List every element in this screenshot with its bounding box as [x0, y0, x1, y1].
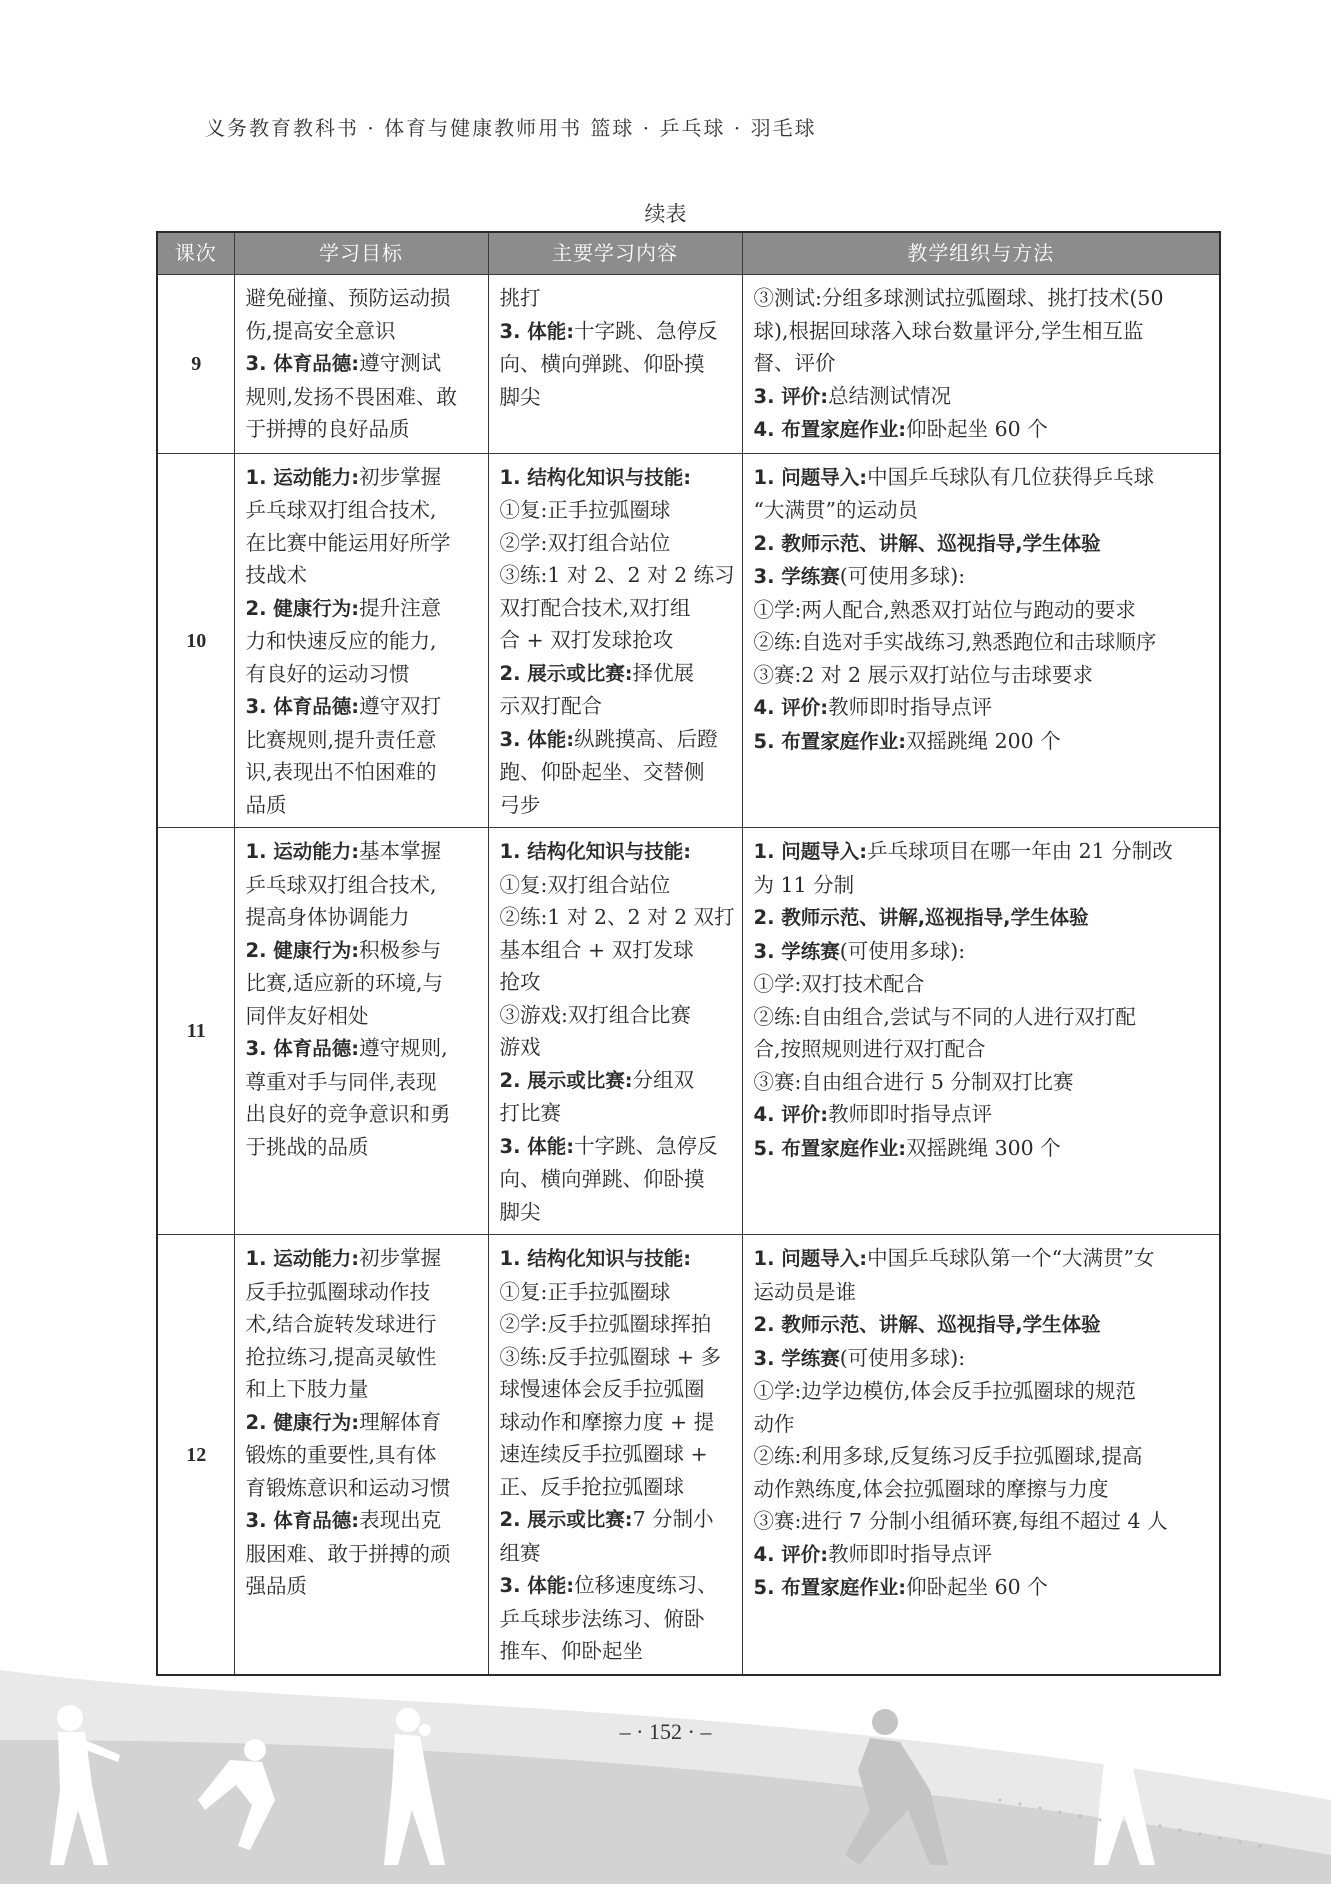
text-segment: (可使用多球): — [839, 564, 966, 588]
text-segment: 组赛 — [499, 1540, 541, 1565]
content-line — [500, 1341, 732, 1374]
content-line — [500, 723, 732, 757]
content-line — [500, 381, 732, 414]
text-segment: 出良好的竞争意识和勇 — [245, 1102, 451, 1126]
goals-line — [246, 1242, 478, 1276]
column-header-content: 主要学习内容 — [488, 232, 742, 275]
text-segment: 尊重对手与同伴,表现 — [245, 1069, 437, 1094]
methods-line — [754, 413, 1210, 447]
text-segment: ①复:双打组合站位 — [499, 872, 671, 897]
methods-line — [754, 347, 1210, 380]
text-segment: 向、横向弹跳、仰卧摸 — [499, 352, 705, 376]
text-segment: 抢拉练习,提高灵敏性 — [245, 1344, 437, 1369]
text-segment: 比赛规则,提升责任意 — [245, 727, 437, 752]
text-segment: ②学:双打组合站位 — [499, 530, 671, 555]
text-segment: 择优展 — [632, 660, 695, 685]
bold-label: 2. 教师示范、讲解,巡视指导,学生体验 — [753, 906, 1089, 929]
bold-label: 3. 学练赛 — [753, 1346, 840, 1370]
bold-label: 1. 问题导入: — [753, 465, 868, 489]
bold-label: 1. 结构化知识与技能: — [499, 1247, 692, 1270]
bold-label: 3. 学练赛 — [753, 939, 840, 963]
text-segment: 总结测试情况 — [828, 383, 952, 408]
text-segment: ①学:双打技术配合 — [753, 972, 925, 996]
text-segment: 分组双 — [632, 1067, 695, 1092]
goals-line — [246, 1439, 478, 1472]
bold-label: 3. 体育品德: — [245, 695, 360, 718]
text-segment: 术,结合旋转发球进行 — [245, 1312, 437, 1336]
bold-label: 5. 布置家庭作业: — [753, 729, 907, 753]
text-segment: 运动员是谁 — [753, 1279, 856, 1304]
content-line — [500, 1569, 732, 1603]
text-segment: 乒乓球双打组合技术, — [245, 498, 437, 522]
bold-label: 1. 运动能力: — [245, 1247, 360, 1270]
bold-label: 1. 运动能力: — [245, 465, 360, 489]
text-segment: 力和快速反应的能力, — [245, 629, 437, 653]
goals-line — [246, 658, 478, 691]
text-segment: 合,按照规则进行双打配合 — [753, 1037, 986, 1061]
content-line — [500, 1031, 732, 1064]
methods-line — [754, 1066, 1210, 1099]
text-segment: 积极参与 — [359, 937, 442, 962]
methods-line — [754, 1408, 1210, 1441]
content-line — [500, 1308, 732, 1341]
methods-cell — [742, 1235, 1220, 1675]
goals-line — [246, 413, 478, 446]
text-segment: 品质 — [245, 792, 287, 817]
goals-line — [246, 1570, 478, 1603]
text-segment: 中国乒乓球队第一个“大满贯”女 — [867, 1246, 1155, 1270]
text-segment: 打比赛 — [499, 1101, 561, 1125]
goals-line — [246, 381, 478, 414]
text-segment: 于挑战的品质 — [245, 1134, 369, 1159]
goals-line — [246, 347, 478, 381]
content-cell — [488, 275, 742, 454]
content-line — [500, 869, 732, 902]
text-segment: 比赛,适应新的环境,与 — [245, 971, 444, 995]
content-line — [499, 559, 735, 592]
text-segment: ③赛:进行 7 分制小组循环赛,每组不超过 4 人 — [753, 1509, 1168, 1533]
text-segment: 示双打配合 — [499, 694, 602, 718]
goals-line — [246, 1373, 478, 1406]
text-segment: 十字跳、急停反 — [574, 318, 718, 343]
bold-label: 3. 学练赛 — [753, 565, 840, 588]
page-number: – · 152 · – — [619, 1719, 712, 1744]
content-line — [500, 494, 732, 527]
bold-label: 4. 布置家庭作业: — [753, 418, 907, 441]
text-segment: 遵守双打 — [359, 694, 442, 718]
text-segment: 位移速度练习、 — [574, 1573, 718, 1597]
text-segment: 遵守规则, — [359, 1036, 448, 1060]
text-segment: 推车、仰卧起坐 — [499, 1639, 643, 1663]
text-segment: 锻炼的重要性,具有体 — [245, 1443, 437, 1467]
methods-cell — [742, 453, 1220, 828]
running-header: 义务教育教科书 · 体育与健康教师用书 篮球 · 乒乓球 · 羽毛球 — [205, 116, 817, 140]
goals-cell — [234, 453, 488, 828]
bold-label: 2. 展示或比赛: — [499, 661, 633, 685]
methods-line — [754, 935, 1210, 969]
methods-line — [754, 869, 1210, 902]
text-segment: 向、横向弹跳、仰卧摸 — [499, 1167, 705, 1191]
content-line — [500, 1064, 732, 1098]
content-line — [500, 282, 732, 315]
text-segment: 避免碰撞、预防运动损 — [245, 286, 451, 310]
text-segment: 球),根据回球落入球台数量评分,学生相互监 — [753, 318, 1144, 343]
text-segment: 初步掌握 — [359, 464, 442, 489]
content-line — [500, 1406, 732, 1439]
bold-label: 2. 展示或比赛: — [499, 1508, 633, 1531]
methods-line — [754, 380, 1210, 414]
text-segment: 在比赛中能运用好所学 — [245, 530, 451, 555]
text-segment: 挑打 — [499, 286, 541, 310]
text-segment: 正、反手抢拉弧圈球 — [499, 1474, 684, 1499]
table-header-row — [157, 232, 1220, 275]
bold-label: 1. 结构化知识与技能: — [499, 465, 692, 489]
text-segment: 仰卧起坐 60 个 — [906, 417, 1048, 441]
text-segment: ①学:边学边模仿,体会反手拉弧圈球的规范 — [753, 1379, 1136, 1403]
text-segment: 遵守测试 — [359, 351, 442, 375]
text-segment: 有良好的运动习惯 — [245, 661, 410, 686]
goals-line — [246, 1538, 478, 1571]
methods-line — [754, 1473, 1210, 1506]
goals-line — [246, 1032, 478, 1066]
table-caption: 续表 — [644, 202, 687, 226]
text-segment: 于拼搏的良好品质 — [245, 417, 410, 441]
content-line — [500, 690, 732, 723]
content-line — [500, 789, 732, 822]
text-segment: 乒乓球双打组合技术, — [245, 872, 437, 897]
text-segment: 弓步 — [499, 792, 541, 817]
text-segment: 规则,发扬不畏困难、敢 — [245, 384, 458, 409]
methods-line — [754, 1375, 1210, 1408]
content-line — [500, 1276, 732, 1309]
content-cell — [488, 453, 742, 828]
content-line — [500, 835, 732, 869]
text-segment: ②练:利用多球,反复练习反手拉弧圈球,提高 — [753, 1444, 1143, 1468]
goals-line — [246, 1308, 478, 1341]
goals-line — [246, 1341, 478, 1374]
text-segment: (可使用多球): — [839, 938, 966, 963]
text-segment: 跑、仰卧起坐、交替侧 — [499, 760, 705, 784]
goals-line — [246, 967, 478, 1000]
goals-line — [246, 934, 478, 968]
methods-cell — [742, 275, 1220, 454]
goals-line — [246, 1066, 478, 1099]
methods-line — [754, 691, 1210, 725]
bold-label: 4. 评价: — [753, 1542, 829, 1566]
content-line — [500, 1196, 732, 1229]
text-segment: ②练:1 对 2、2 对 2 双打 — [499, 905, 735, 929]
content-line — [500, 999, 732, 1032]
text-segment: 基本组合 + 双打发球 — [499, 937, 694, 962]
methods-line — [754, 1132, 1210, 1166]
methods-line — [754, 1538, 1210, 1572]
goals-cell — [234, 828, 488, 1235]
text-segment: 仰卧起坐 60 个 — [906, 1575, 1048, 1599]
bold-label: 4. 评价: — [753, 1103, 829, 1126]
content-line — [500, 1097, 732, 1130]
content-line — [500, 624, 732, 657]
goals-line — [246, 625, 478, 658]
content-line — [500, 1130, 732, 1164]
text-segment: 提升注意 — [359, 595, 442, 620]
bold-label: 5. 布置家庭作业: — [753, 1136, 907, 1160]
content-line — [500, 1503, 732, 1537]
goals-line — [246, 1131, 478, 1164]
goals-line — [246, 527, 478, 560]
table-row — [157, 453, 1220, 828]
goals-line — [246, 494, 478, 527]
text-segment: 乒乓球项目在哪一年由 21 分制改 — [867, 839, 1173, 863]
column-header-goals: 学习目标 — [234, 232, 488, 275]
methods-line — [754, 527, 1210, 561]
text-segment: 速连续反手拉弧圈球 + — [499, 1442, 708, 1466]
text-segment: ③练:反手拉弧圈球 + 多 — [499, 1344, 722, 1369]
text-segment: ①复:正手拉弧圈球 — [499, 1279, 671, 1304]
text-segment: 动作 — [753, 1411, 795, 1436]
bold-label: 1. 运动能力: — [245, 840, 360, 863]
content-line — [500, 966, 732, 999]
goals-line — [246, 756, 478, 789]
text-segment: 合 + 双打发球抢攻 — [499, 628, 674, 652]
text-segment: “大满贯”的运动员 — [753, 498, 918, 522]
text-segment: 抢攻 — [499, 970, 541, 994]
methods-line — [754, 1342, 1210, 1376]
goals-line — [246, 1406, 478, 1440]
text-segment: 双摇跳绳 200 个 — [906, 728, 1061, 753]
lesson-number: 9 — [157, 275, 234, 454]
bold-label: 1. 问题导入: — [753, 840, 868, 863]
bold-label: 3. 体能: — [499, 727, 575, 751]
goals-line — [246, 869, 478, 902]
lesson-number: 11 — [157, 828, 234, 1235]
content-line — [500, 527, 732, 560]
methods-line — [754, 1571, 1210, 1605]
lesson-table — [156, 231, 1221, 1676]
content-line — [500, 1603, 732, 1636]
table-row — [157, 1235, 1220, 1675]
text-segment: 7 分制小 — [632, 1507, 714, 1531]
text-segment: 中国乒乓球队有几位获得乒乓球 — [867, 464, 1155, 489]
bold-label: 2. 健康行为: — [245, 938, 360, 962]
table-tennis-silhouette-banner — [0, 1650, 1331, 1884]
text-segment: 反手拉弧圈球动作技 — [245, 1279, 430, 1304]
methods-line — [754, 315, 1210, 348]
methods-line — [754, 1098, 1210, 1132]
bold-label: 2. 展示或比赛: — [499, 1068, 633, 1092]
text-segment: 识,表现出不怕困难的 — [245, 760, 437, 784]
text-segment: ③练:1 对 2、2 对 2 练习 — [499, 563, 735, 587]
methods-line — [754, 282, 1210, 315]
goals-line — [246, 690, 478, 724]
column-header-lesson: 课次 — [157, 232, 234, 275]
text-segment: 提高身体协调能力 — [245, 905, 410, 929]
content-line — [500, 1163, 732, 1196]
content-line — [500, 1537, 732, 1570]
content-line — [500, 315, 732, 349]
methods-line — [754, 494, 1210, 527]
bold-label: 1. 结构化知识与技能: — [499, 840, 692, 863]
methods-line — [754, 1440, 1210, 1473]
bold-label: 3. 体能: — [499, 1574, 575, 1597]
text-segment: (可使用多球): — [839, 1345, 966, 1370]
bold-label: 3. 体育品德: — [245, 352, 360, 375]
text-segment: 理解体育 — [359, 1409, 442, 1434]
bold-label: 3. 体能: — [499, 1134, 575, 1158]
text-segment: 脚尖 — [499, 384, 541, 409]
text-segment: 表现出克 — [359, 1508, 442, 1532]
bold-label: 2. 教师示范、讲解、巡视指导,学生体验 — [753, 531, 1101, 555]
text-segment: 为 11 分制 — [753, 872, 855, 897]
methods-line — [754, 1001, 1210, 1034]
goals-line — [246, 315, 478, 348]
methods-line — [754, 594, 1210, 627]
bold-label: 3. 体能: — [499, 319, 575, 343]
methods-line — [754, 725, 1210, 759]
text-segment: ②学:反手拉弧圈球挥拍 — [499, 1312, 712, 1336]
goals-line — [246, 1472, 478, 1505]
bold-label: 4. 评价: — [753, 696, 829, 719]
text-segment: ③游戏:双打组合比赛 — [499, 1002, 691, 1027]
methods-line — [754, 901, 1210, 935]
text-segment: 育锻炼意识和运动习惯 — [245, 1475, 451, 1500]
bold-label: 5. 布置家庭作业: — [753, 1576, 907, 1599]
content-line — [499, 901, 735, 934]
content-line — [500, 1373, 732, 1406]
text-segment: ③赛:自由组合进行 5 分制双打比赛 — [753, 1069, 1074, 1094]
text-segment: 伤,提高安全意识 — [245, 318, 396, 343]
content-line — [500, 934, 732, 967]
text-segment: 初步掌握 — [359, 1246, 442, 1270]
text-segment: 乒乓球步法练习、俯卧 — [499, 1606, 705, 1631]
text-segment: 球动作和摩擦力度 + 提 — [499, 1409, 715, 1434]
text-segment: 同伴友好相处 — [245, 1003, 369, 1028]
text-segment: 强品质 — [245, 1574, 307, 1598]
goals-line — [246, 1098, 478, 1131]
lesson-number: 12 — [157, 1235, 234, 1675]
column-header-methods: 教学组织与方法 — [742, 232, 1220, 275]
text-segment: 基本掌握 — [359, 839, 442, 863]
table-row — [157, 275, 1220, 454]
goals-line — [246, 461, 478, 495]
bold-label: 3. 体育品德: — [245, 1509, 360, 1532]
goals-cell — [234, 1235, 488, 1675]
content-line — [500, 756, 732, 789]
text-segment: ②练:自选对手实战练习,熟悉跑位和击球顺序 — [753, 630, 1157, 654]
bold-label: 3. 体育品德: — [245, 1037, 360, 1060]
bold-label: 2. 健康行为: — [245, 596, 360, 620]
lesson-number: 10 — [157, 453, 234, 828]
table-row — [157, 828, 1220, 1235]
goals-line — [246, 901, 478, 934]
methods-line — [754, 1308, 1210, 1342]
text-segment: 服困难、敢于拼搏的顽 — [245, 1541, 451, 1566]
goals-line — [246, 1000, 478, 1033]
text-segment: 十字跳、急停反 — [574, 1133, 718, 1158]
text-segment: 纵跳摸高、后蹬 — [574, 726, 718, 751]
text-segment: 和上下肢力量 — [245, 1377, 369, 1401]
text-segment: ①学:两人配合,熟悉双打站位与跑动的要求 — [753, 597, 1136, 622]
bold-label: 1. 问题导入: — [753, 1247, 868, 1270]
bold-label: 2. 健康行为: — [245, 1410, 360, 1434]
methods-line — [754, 835, 1210, 869]
content-cell — [488, 1235, 742, 1675]
text-segment: 球慢速体会反手拉弧圈 — [499, 1377, 705, 1401]
bold-label: 2. 教师示范、讲解、巡视指导,学生体验 — [753, 1313, 1101, 1336]
text-segment: 双打配合技术,双打组 — [499, 595, 691, 620]
text-segment: 教师即时指导点评 — [828, 1541, 993, 1566]
methods-line — [754, 1033, 1210, 1066]
content-line — [500, 1242, 732, 1276]
text-segment: ③测试:分组多球测试拉弧圈球、挑打技术(50 — [753, 286, 1164, 310]
text-segment: 游戏 — [499, 1035, 541, 1059]
content-line — [500, 1471, 732, 1504]
content-cell — [488, 828, 742, 1235]
text-segment: 督、评价 — [753, 351, 836, 375]
text-segment: 双摇跳绳 300 个 — [906, 1135, 1061, 1160]
text-segment: 技战术 — [245, 563, 307, 587]
methods-line — [754, 1505, 1210, 1538]
goals-line — [246, 1276, 478, 1309]
content-line — [500, 1438, 732, 1471]
goals-line — [246, 1504, 478, 1538]
methods-line — [754, 1276, 1210, 1309]
methods-line — [754, 461, 1210, 495]
goals-line — [246, 724, 478, 757]
goals-line — [246, 592, 478, 626]
text-segment: 动作熟练度,体会拉弧圈球的摩擦与力度 — [753, 1476, 1109, 1501]
text-segment: 教师即时指导点评 — [828, 1102, 993, 1126]
goals-line — [246, 282, 478, 315]
content-line — [500, 592, 732, 625]
text-segment: ②练:自由组合,尝试与不同的人进行双打配 — [753, 1004, 1136, 1029]
methods-line — [754, 968, 1210, 1001]
text-segment: 脚尖 — [499, 1199, 541, 1224]
content-line — [500, 348, 732, 381]
goals-line — [246, 835, 478, 869]
goals-cell — [234, 275, 488, 454]
text-segment: 教师即时指导点评 — [828, 695, 993, 719]
content-line — [500, 657, 732, 691]
methods-line — [754, 659, 1210, 692]
text-segment: ③赛:2 对 2 展示双打站位与击球要求 — [753, 662, 1094, 687]
text-segment: ①复:正手拉弧圈球 — [499, 498, 671, 522]
methods-cell — [742, 828, 1220, 1235]
goals-line — [246, 789, 478, 822]
content-line — [500, 461, 732, 495]
bold-label: 3. 评价: — [753, 384, 829, 408]
methods-line — [754, 1242, 1210, 1276]
goals-line — [246, 559, 478, 592]
methods-line — [754, 560, 1210, 594]
methods-line — [754, 626, 1210, 659]
